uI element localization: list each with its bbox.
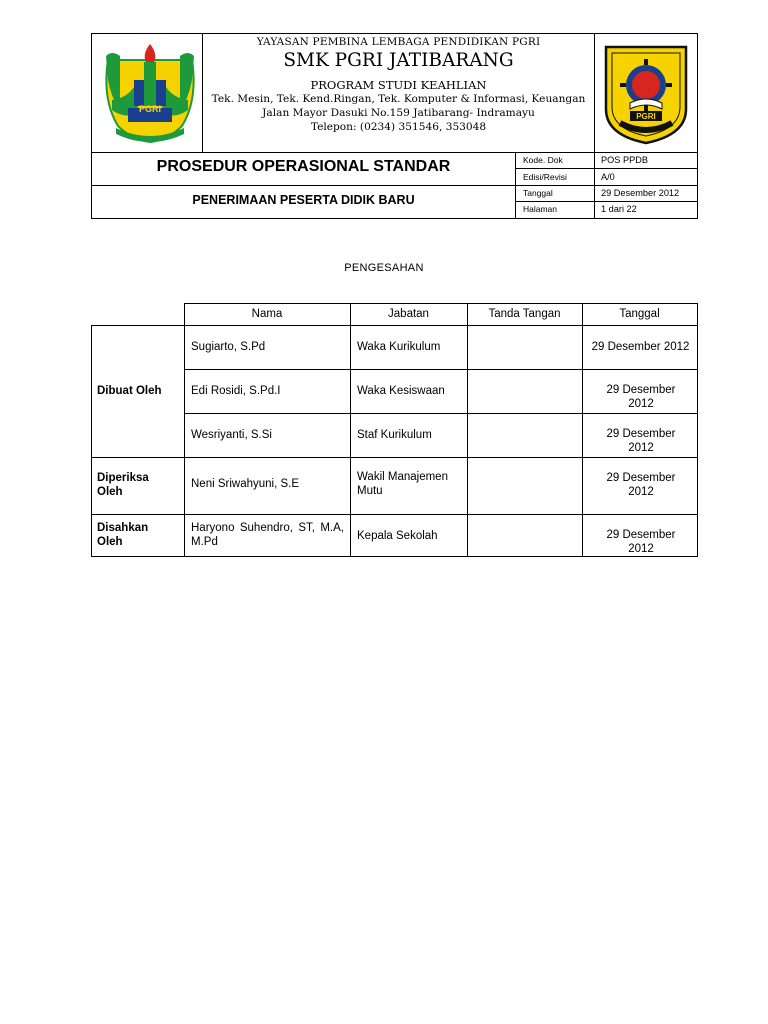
table-rule (582, 303, 583, 557)
table-cell-jabatan: Waka Kesiswaan (357, 385, 445, 397)
divider (92, 152, 697, 153)
approval-table (91, 303, 698, 557)
divider (515, 201, 697, 202)
meta-key-tanggal: Tanggal (523, 188, 553, 198)
meta-value-kode: POS PPDB (601, 155, 648, 165)
meta-key-kode: Kode. Dok (523, 155, 563, 165)
group-label-diperiksa: Diperiksa Oleh (97, 472, 149, 498)
column-header: Tanda Tangan (488, 308, 561, 320)
meta-value-edisi: A/0 (601, 172, 615, 182)
meta-value-halaman: 1 dari 22 (601, 204, 637, 214)
table-rule (184, 369, 698, 370)
emblem-badge-text: PGRI (636, 112, 656, 121)
approval-title: PENGESAHAN (344, 262, 424, 274)
divider (515, 168, 697, 169)
sop-subtitle: PENERIMAAN PESERTA DIDIK BARU (192, 193, 415, 207)
table-cell-nama: Wesriyanti, S.Si (191, 429, 272, 441)
table-cell-jabatan: Staf Kurikulum (357, 429, 432, 441)
column-header: Tanggal (619, 308, 660, 320)
school-info (203, 34, 594, 152)
school-name: SMK PGRI JATIBARANG (283, 50, 514, 71)
emblem-badge-text: PGRI (138, 104, 161, 114)
table-cell-nama: Haryono Suhendro, ST, M.A, M.Pd (191, 522, 344, 548)
pgri-torch-emblem-icon (98, 40, 202, 148)
document-header (91, 33, 698, 219)
program-title: PROGRAM STUDI KEAHLIAN (310, 78, 487, 92)
majors-list: Tek. Mesin, Tek. Kend.Ringan, Tek. Komputer & Informasi, Keuangan (211, 93, 586, 105)
table-rule (91, 514, 698, 515)
table-rule (91, 325, 698, 326)
group-label-dibuat: Dibuat Oleh (97, 385, 162, 397)
table-rule (350, 303, 351, 557)
table-rule (184, 413, 698, 414)
school-phone: Telepon: (0234) 351546, 353048 (310, 121, 487, 133)
table-rule (91, 457, 698, 458)
table-cell-nama: Neni Sriwahyuni, S.E (191, 478, 300, 490)
column-header: Nama (251, 308, 283, 320)
table-cell-tanggal: 29 Desember 2012 (606, 428, 676, 454)
smk-gear-emblem-icon (600, 39, 692, 147)
meta-key-halaman: Halaman (523, 204, 558, 214)
meta-key-edisi: Edisi/Revisi (523, 172, 567, 182)
group-label-disahkan: Disahkan Oleh (97, 522, 149, 548)
table-rule (184, 303, 698, 304)
table-rule (184, 303, 185, 557)
column-header: Jabatan (388, 308, 429, 320)
table-rule (91, 325, 92, 557)
table-cell-jabatan: Waka Kurikulum (357, 341, 441, 353)
sop-title: PROSEDUR OPERASIONAL STANDAR (156, 158, 451, 175)
table-cell-tanggal: 29 Desember 2012 (606, 472, 676, 498)
meta-value-tanggal: 29 Desember 2012 (601, 188, 680, 198)
table-cell-tanggal: 29 Desember 2012 (591, 341, 690, 353)
divider (594, 34, 595, 152)
divider (92, 185, 515, 186)
divider (515, 185, 697, 186)
table-cell-tanggal: 29 Desember 2012 (606, 529, 676, 555)
school-address: Jalan Mayor Dasuki No.159 Jatibarang- Indramayu (262, 107, 535, 119)
table-cell-nama: Sugiarto, S.Pd (191, 341, 266, 353)
table-rule (697, 303, 698, 557)
table-cell-jabatan: Wakil Manajemen Mutu (357, 471, 448, 497)
table-cell-jabatan: Kepala Sekolah (357, 530, 438, 542)
table-cell-tanggal: 29 Desember 2012 (606, 384, 676, 410)
table-rule (467, 303, 468, 557)
table-rule (91, 556, 698, 557)
table-cell-nama: Edi Rosidi, S.Pd.I (191, 385, 281, 397)
foundation-name: YAYASAN PEMBINA LEMBAGA PENDIDIKAN PGRI (256, 36, 541, 48)
